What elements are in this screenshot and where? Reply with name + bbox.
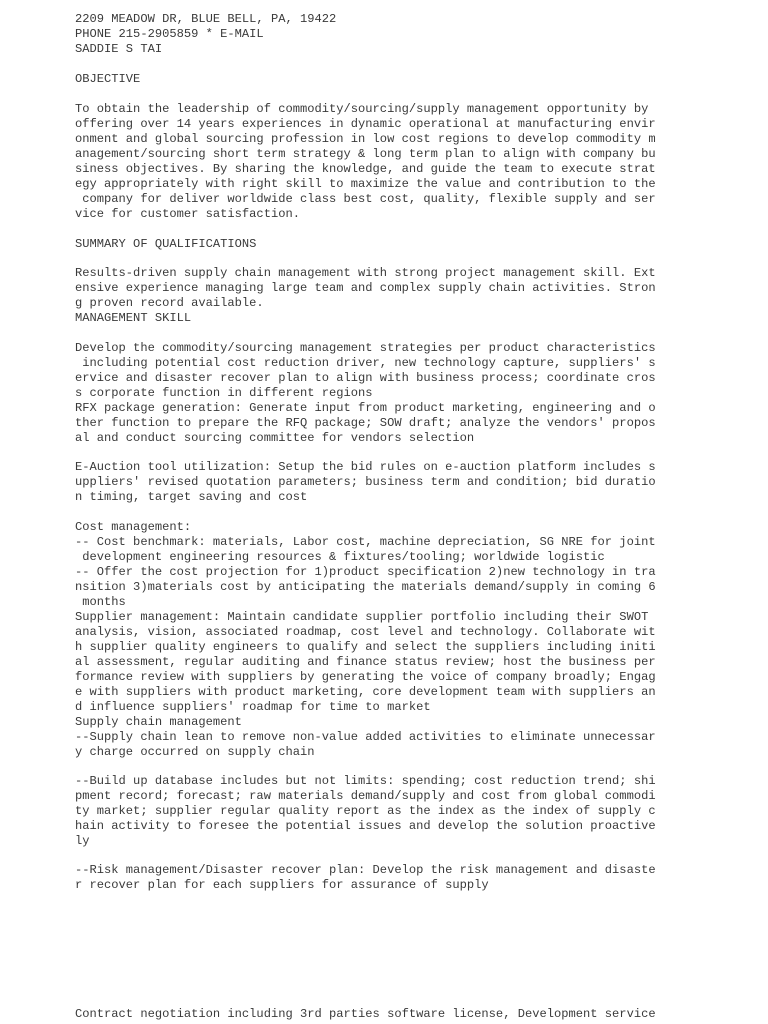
objective-heading: OBJECTIVE [75,72,141,86]
phone-email-line: PHONE 215-2905859 * E-MAIL [75,27,264,41]
objective-line: siness objectives. By sharing the knowledge, and guide the team to execute strat [75,162,656,176]
objective-line: offering over 14 years experiences in dynamic operational at manufacturing envir [75,117,656,131]
objective-line: anagement/sourcing short term strategy & long term plan to align with company bu [75,147,656,161]
cost-management-line: -- Offer the cost projection for 1)product specification 2)new technology in tra [75,565,656,579]
summary-heading: SUMMARY OF QUALIFICATIONS [75,237,257,251]
cost-management-line: -- Cost benchmark: materials, Labor cost, machine depreciation, SG NRE for joint [75,535,656,549]
supply-chain-line: --Supply chain lean to remove non-value added activities to eliminate unnecessar [75,730,656,744]
cost-management-line: development engineering resources & fixtures/tooling; worldwide logistic [75,550,605,564]
database-line: pment record; forecast; raw materials demand/supply and cost from global commodi [75,789,656,803]
supplier-management-line: analysis, vision, associated roadmap, cost level and technology. Collaborate wit [75,625,656,639]
eauction-line: E-Auction tool utilization: Setup the bid rules on e-auction platform includes s [75,460,656,474]
supplier-management-line: d influence suppliers' roadmap for time to market [75,700,431,714]
rfx-line: RFX package generation: Generate input from product marketing, engineering and o [75,401,656,415]
database-line: --Build up database includes but not limits: spending; cost reduction trend; shi [75,774,656,788]
management-skill-heading: MANAGEMENT SKILL [75,311,192,325]
contract-negotiation-line: Contract negotiation including 3rd parties software license, Development service [75,1007,656,1021]
strategy-line: including potential cost reduction driver, new technology capture, suppliers' s [75,356,656,370]
supplier-management-line: Supplier management: Maintain candidate supplier portfolio including their SWOT [75,610,649,624]
objective-line: company for deliver worldwide class best cost, quality, flexible supply and ser [75,192,656,206]
eauction-line: uppliers' revised quotation parameters; business term and condition; bid duratio [75,475,656,489]
supplier-management-line: e with suppliers with product marketing, core development team with suppliers an [75,685,656,699]
summary-line: ensive experience managing large team and complex supply chain activities. Stron [75,281,656,295]
rfx-line: ther function to prepare the RFQ package; SOW draft; analyze the vendors' propos [75,416,656,430]
database-line: ty market; supplier regular quality report as the index as the index of supply c [75,804,656,818]
risk-management-line: --Risk management/Disaster recover plan: Develop the risk management and disaste [75,863,656,877]
objective-line: egy appropriately with right skill to maximize the value and contribution to the [75,177,656,191]
objective-line: vice for customer satisfaction. [75,207,300,221]
applicant-name: SADDIE S TAI [75,42,163,56]
cost-management-line: Cost management: [75,520,192,534]
database-line: ly [75,834,90,848]
supply-chain-line: y charge occurred on supply chain [75,745,315,759]
database-line: hain activity to foresee the potential issues and develop the solution proactive [75,819,656,833]
rfx-line: al and conduct sourcing committee for vendors selection [75,431,475,445]
supplier-management-line: h supplier quality engineers to qualify and select the suppliers including initi [75,640,656,654]
cost-management-line: months [75,595,126,609]
strategy-line: Develop the commodity/sourcing management strategies per product characteristics [75,341,656,355]
risk-management-line: r recover plan for each suppliers for assurance of supply [75,878,489,892]
summary-line: Results-driven supply chain management with strong project management skill. Ext [75,266,656,280]
address-line: 2209 MEADOW DR, BLUE BELL, PA, 19422 [75,12,337,26]
summary-line: g proven record available. [75,296,264,310]
strategy-line: ervice and disaster recover plan to align with business process; coordinate cros [75,371,656,385]
supplier-management-line: formance review with suppliers by generating the voice of company broadly; Engag [75,670,656,684]
objective-line: To obtain the leadership of commodity/sourcing/supply management opportunity by [75,102,649,116]
strategy-line: s corporate function in different regions [75,386,373,400]
objective-line: onment and global sourcing profession in low cost regions to develop commodity m [75,132,656,146]
cost-management-line: nsition 3)materials cost by anticipating the materials demand/supply in coming 6 [75,580,656,594]
supplier-management-line: al assessment, regular auditing and finance status review; host the business per [75,655,656,669]
eauction-line: n timing, target saving and cost [75,490,308,504]
supply-chain-heading: Supply chain management [75,715,242,729]
